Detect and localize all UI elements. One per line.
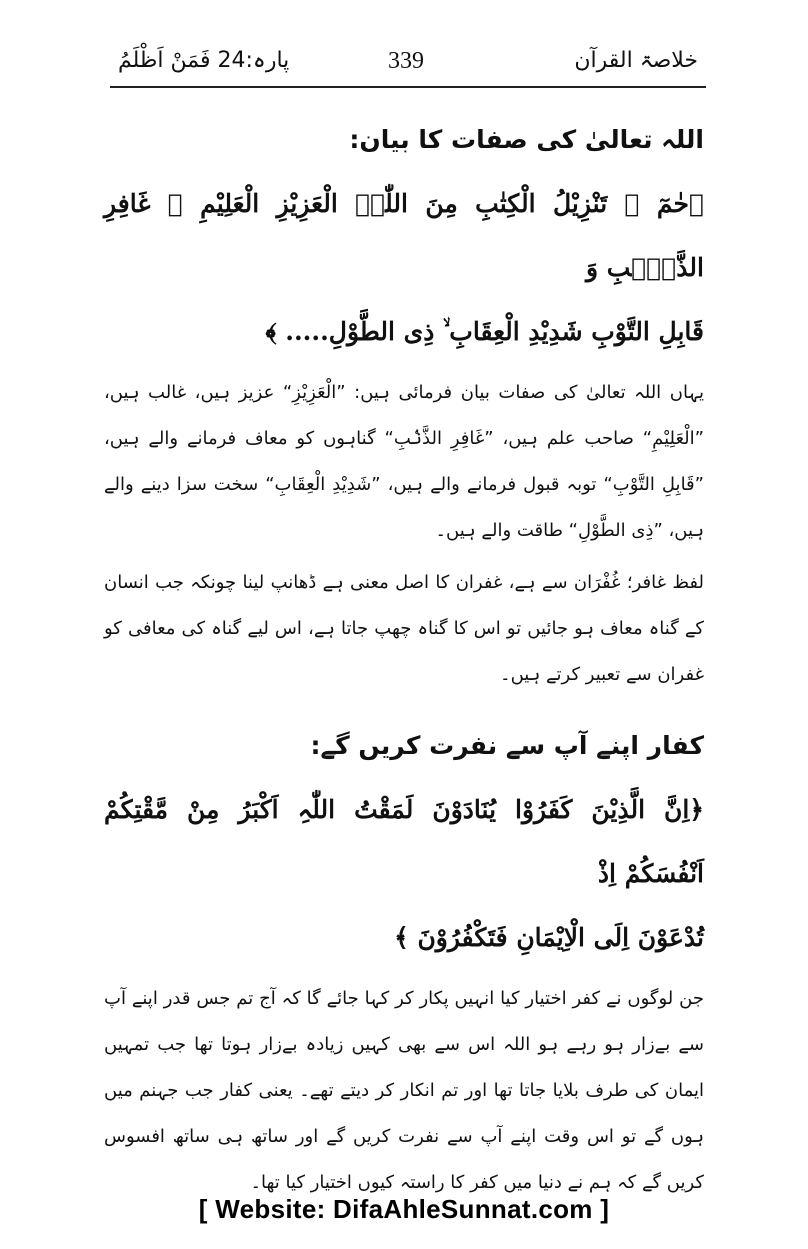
explanation-paragraph: لفظ غافر؛ غُفْرَان سے ہے، غفران کا اصل معنی ہے ڈھانپ لینا چونکہ جب انسان کے گناہ معاف ہو جائیں تو اس کا گناہ چھپ جاتا ہے، اس لیے گناہ کی معافی کو غفران سے تعبیر کرتے ہیں۔ bbox=[104, 572, 704, 685]
section-heading-disbelievers: کفار اپنے آپ سے نفرت کریں گے: bbox=[310, 731, 704, 760]
page-content bbox=[104, 104, 704, 1206]
explanation-paragraph: یہاں اللہ تعالیٰ کی صفات بیان فرمائی ہیں: ”الْعَزِیْزِ“ عزیز ہیں، غالب ہیں، ”الْعَلِیْمِ“ صاحب علم ہیں، ”غَافِرِ الذَّنْۢبِ“ گناہوں کو معاف فرمانے والے ہیں، ”قَابِلِ التَّوْبِ“ توبہ قبول فرمانے والے ہیں، ”شَدِیْدِ الْعِقَابِ“ سخت سزا دینے والے ہیں، ”ذِی الطَّوْلِ“ طاقت والے ہیں۔ bbox=[104, 382, 704, 541]
ayah-line: ﴿حٰمٓ ۚ تَنْزِیْلُ الْکِتٰبِ مِنَ اللّٰہِ الْعَزِیْزِ الْعَلِیْمِ ۙ غَافِرِ الذَّنْۢبِ وَ bbox=[104, 189, 704, 282]
page-number: 339 bbox=[388, 48, 424, 74]
explanation-paragraph: جن لوگوں نے کفر اختیار کیا انہیں پکار کر کہا جائے گا کہ آج تم جس قدر اپنے آپ سے بےزار ہو رہے ہو اللہ اس سے بھی کہیں زیادہ بےزار ہوتا تھا جب تمہیں ایمان کی طرف بلایا جاتا تھا اور تم انکار کر دیتے تھے۔ یعنی کفار جب جہنم میں ہوں گے تو اس وقت اپنے آپ سے نفرت کریں گے اور ساتھ ہی ساتھ افسوس کریں گے کہ ہم نے دنیا میں کفر کا راستہ کیوں اختیار کیا تھا۔ bbox=[104, 988, 704, 1193]
ayah-line: تُدْعَوْنَ اِلَی الْاِیْمَانِ فَتَکْفُرُوْنَ ﴾ bbox=[394, 923, 704, 952]
page-header bbox=[118, 44, 698, 84]
ayah-line: قَابِلِ التَّوْبِ شَدِیْدِ الْعِقَابِ ۙ ذِی الطَّوْلِ..... ﴾ bbox=[265, 317, 704, 346]
section-heading-attributes: اللہ تعالیٰ کی صفات کا بیان: bbox=[349, 125, 704, 154]
para-info: پارہ:24 فَمَنْ اَظْلَمُ bbox=[118, 48, 290, 73]
ayah-line: ﴿اِنَّ الَّذِیْنَ کَفَرُوْا یُنَادَوْنَ لَمَقْتُ اللّٰہِ اَکْبَرُ مِنْ مَّقْتِکُمْ اَنْفُسَکُمْ اِذْ bbox=[104, 795, 704, 888]
book-title: خلاصۃ القرآن bbox=[574, 48, 698, 73]
website-footer: [ Website: DifaAhleSunnat.com ] bbox=[198, 1194, 610, 1224]
header-divider bbox=[110, 86, 706, 88]
